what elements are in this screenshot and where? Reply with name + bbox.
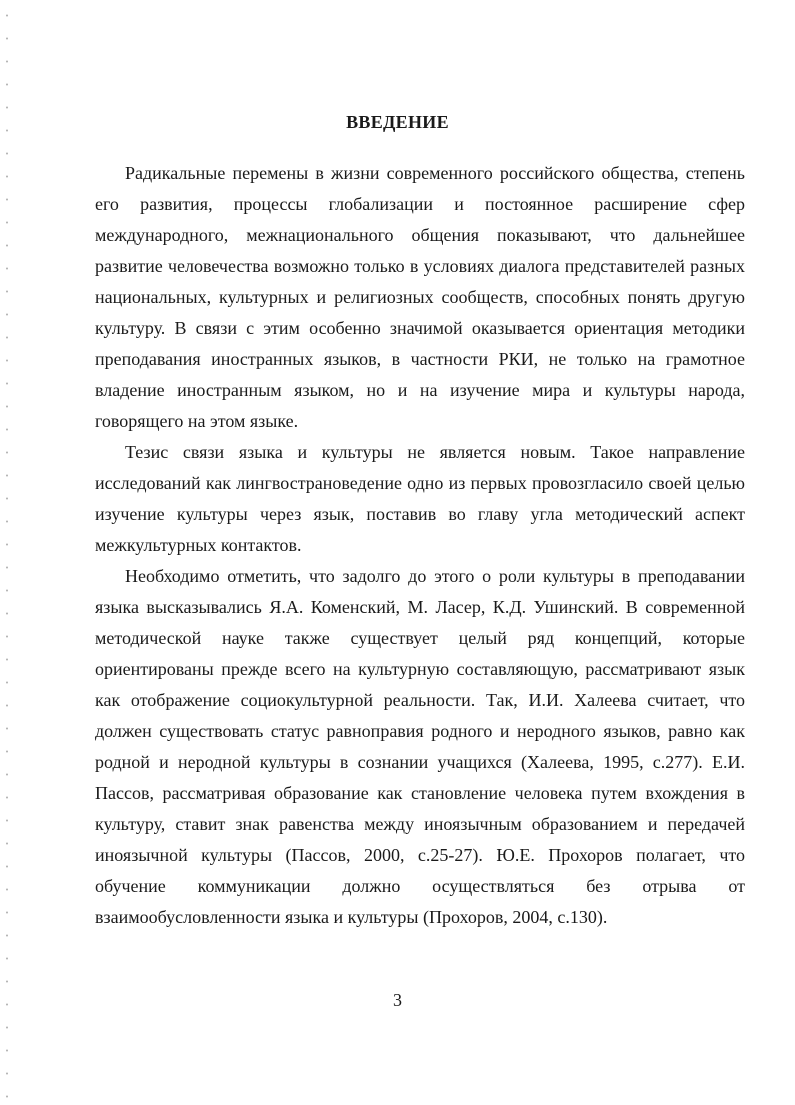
paragraph-2: Тезис связи языка и культуры не является новым. Такое направление исследований как лингвострановедение одно из первых провозгласило своей целью изучение культуры через язык, поставив во главу угла методический аспект межкультурных контактов. (95, 442, 745, 555)
scan-edge-marks (2, 0, 12, 1105)
paragraph-3: Необходимо отметить, что задолго до этого о роли культуры в преподавании языка высказывались Я.А. Коменский, М. Ласер, К.Д. Ушинский. В современной методической науке также существует целый ряд концепций, которые ориентированы прежде всего на культурную составляющую, рассматривают язык как отображение социокультурной реальности. Так, И.И. Халеева считает, что должен существовать статус равноправия родного и неродного языков, равно как родной и неродной культуры в сознании учащихся (Халеева, 1995, с.277). Е.И. Пассов, рассматривая образование как становление человека путем вхождения в культуру, ставит знак равенства между иноязычным образованием и передачей иноязычной культуры (Пассов, 2000, с.25-27). Ю.Е. Прохоров полагает, что обучение коммуникации должно осуществляться без отрыва от взаимообусловленности языка и культуры (Прохоров, 2004, с.130). (95, 566, 745, 927)
page-title: ВВЕДЕНИЕ (346, 112, 449, 132)
paragraph-1: Радикальные перемены в жизни современного российского общества, степень его развития, процессы глобализации и постоянное расширение сфер международного, межнационального общения показывают, что дальнейшее развитие человечества возможно только в условиях диалога представителей разных национальных, культурных и религиозных сообществ, способных понять другую культуру. В связи с этим особенно значимой оказывается ориентация методики преподавания иностранных языков, в частности РКИ, не только на грамотное владение иностранным языком, но и на изучение мира и культуры народа, говорящего на этом языке. (95, 163, 745, 431)
body-text (95, 158, 745, 933)
page-number: 3 (393, 990, 402, 1010)
